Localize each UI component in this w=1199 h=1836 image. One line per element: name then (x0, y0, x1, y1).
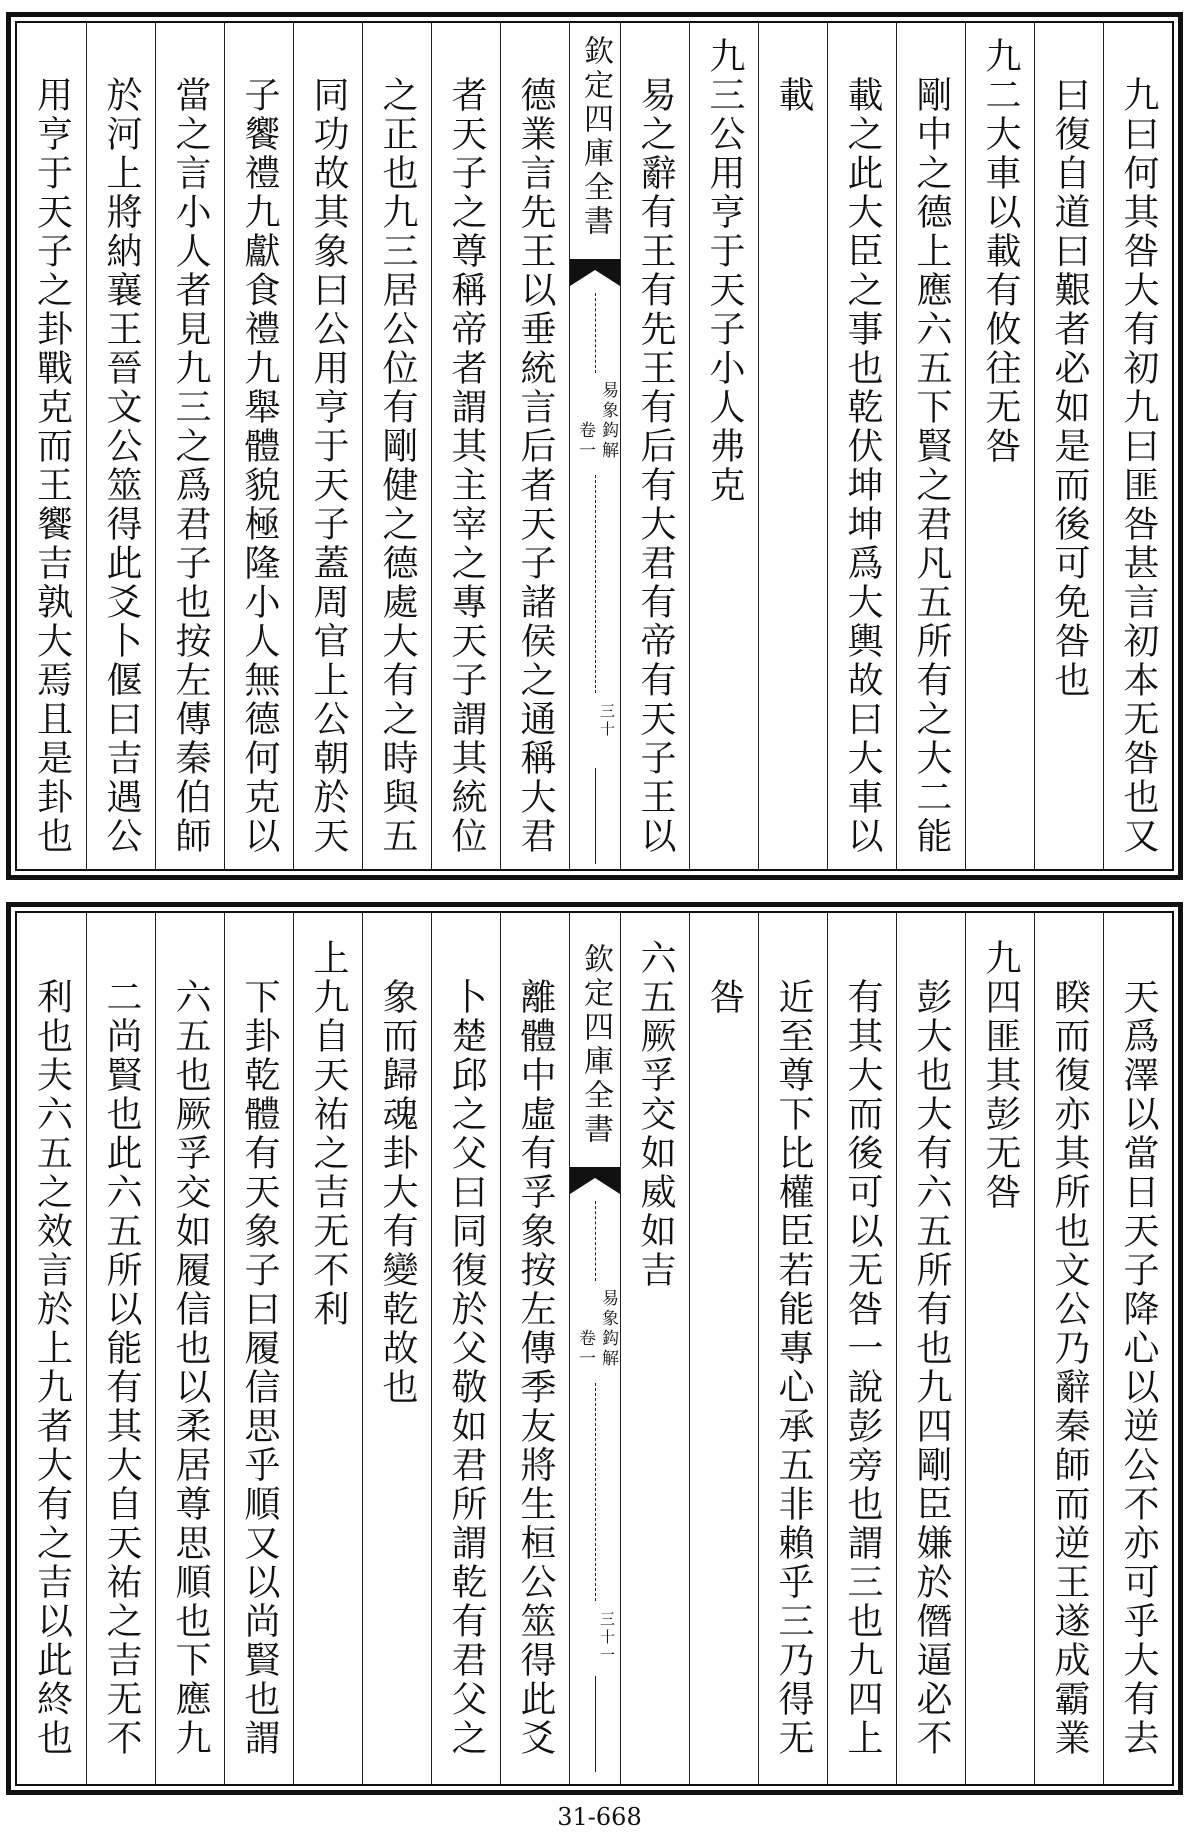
text-column (1103, 23, 1172, 869)
column-text: 彭大也大有六五所有也九四剛臣嫌於僭逼必不 (911, 978, 952, 1758)
column-text: 下卦乾體有天象子曰履信思乎順又以尚賢也謂 (239, 978, 280, 1758)
text-column (362, 23, 431, 869)
column-text: 利也夫六五之效言於上九者大有之吉以此終也 (31, 978, 73, 1758)
column-text: 離體中虛有孚象按左傳季友將生桓公筮得此爻 (515, 978, 556, 1758)
text-column (500, 23, 569, 869)
text-column (758, 23, 827, 869)
column-text: 子饗禮九獻食禮九舉體貌極隆小人無德何克以 (239, 76, 280, 856)
column-text: 天爲澤以當日天子降心以逆公不亦可乎大有去 (1118, 978, 1159, 1758)
center-rule (595, 1676, 596, 1772)
dashed-rule (595, 293, 596, 373)
text-column (1103, 913, 1172, 1784)
column-text: 德業言先王以垂統言后者天子諸侯之通稱大君 (515, 76, 556, 856)
column-text: 有其大而後可以无咎一說彭旁也謂三也九四上 (842, 978, 883, 1758)
text-column (965, 23, 1034, 869)
dashed-rule (595, 475, 596, 693)
column-text: 當之言小人者見九三之爲君子也按左傳秦伯師 (170, 76, 211, 856)
text-column (86, 23, 155, 869)
work-title: 易象鈎解 (598, 381, 618, 461)
column-text: 六五也厥孚交如履信也以柔居尊思順也下應九 (170, 978, 211, 1758)
column-text: 象而歸魂卦大有變乾故也 (377, 978, 418, 1407)
text-column (431, 23, 500, 869)
half-page-bottom (6, 902, 1183, 1795)
dashed-rule (595, 1383, 596, 1601)
text-column (224, 23, 293, 869)
text-column (896, 913, 965, 1784)
text-column (1034, 913, 1103, 1784)
column-text: 用亨于天子之卦戰克而王饗吉孰大焉且是卦也 (31, 76, 73, 856)
column-text: 睽而復亦其所也文公乃辭秦師而逆王遂成霸業 (1049, 978, 1090, 1758)
dashed-rule (595, 1201, 596, 1281)
column-text: 九三公用亨于天子小人弗克 (704, 37, 745, 505)
text-column (827, 913, 896, 1784)
text-column (965, 913, 1034, 1784)
folio-number: 三十一 (598, 1611, 616, 1665)
book-title: 欽定四庫全書 (578, 943, 613, 1147)
volume-label: 卷一 (575, 421, 595, 461)
half-page-top (6, 12, 1183, 880)
text-column (896, 23, 965, 869)
column-text: 上九自天祐之吉无不利 (308, 939, 349, 1329)
text-column (620, 913, 689, 1784)
column-text: 之正也九三居公位有剛健之德處大有之時與五 (377, 76, 418, 856)
folio-number: 三十 (598, 703, 616, 739)
text-column (17, 913, 86, 1784)
column-text: 九四匪其彭无咎 (980, 939, 1021, 1212)
fishtail-mark (570, 259, 620, 287)
column-text: 近至尊下比權臣若能專心承五非賴乎三乃得无 (773, 978, 814, 1758)
column-grid (15, 21, 1174, 871)
text-column (827, 23, 896, 869)
text-column (293, 23, 362, 869)
center-column (569, 23, 620, 869)
column-text: 咎 (704, 978, 745, 1017)
column-text: 者天子之尊稱帝者謂其主宰之專天子謂其統位 (446, 76, 487, 856)
column-text: 曰復自道曰艱者必如是而後可免咎也 (1049, 76, 1090, 700)
column-text: 易之辭有王有先王有后有大君有帝有天子王以 (635, 76, 676, 856)
text-column (293, 913, 362, 1784)
column-grid (15, 911, 1174, 1786)
text-column (362, 913, 431, 1784)
column-text: 載 (773, 76, 814, 115)
column-text: 剛中之德上應六五下賢之君凡五所有之大二能 (911, 76, 952, 856)
text-column (155, 23, 224, 869)
text-column (689, 913, 758, 1784)
work-title: 易象鈎解 (598, 1289, 618, 1369)
book-title: 欽定四庫全書 (578, 35, 613, 239)
column-text: 二尚賢也此六五所以能有其大自天祐之吉无不 (101, 978, 142, 1758)
center-rule (595, 768, 596, 864)
text-column (86, 913, 155, 1784)
text-column (17, 23, 86, 869)
column-text: 同功故其象曰公用亨于天子蓋周官上公朝於天 (308, 76, 349, 856)
page-code: 31-668 (557, 1803, 642, 1831)
column-text: 六五厥孚交如威如吉 (635, 939, 676, 1290)
text-column (431, 913, 500, 1784)
text-column (155, 913, 224, 1784)
column-text: 卜楚邱之父曰同復於父敬如君所謂乾有君父之 (446, 978, 487, 1758)
text-column (620, 23, 689, 869)
text-column (1034, 23, 1103, 869)
fishtail-mark (570, 1167, 620, 1195)
text-column (500, 913, 569, 1784)
center-column (569, 913, 620, 1784)
text-column (689, 23, 758, 869)
column-text: 載之此大臣之事也乾伏坤坤爲大輿故曰大車以 (842, 76, 883, 856)
text-column (758, 913, 827, 1784)
volume-label: 卷一 (575, 1329, 595, 1369)
text-column (224, 913, 293, 1784)
column-text: 九曰何其咎大有初九曰匪咎甚言初本无咎也又 (1118, 76, 1159, 856)
column-text: 九二大車以載有攸往无咎 (980, 37, 1021, 466)
column-text: 於河上將納襄王晉文公筮得此爻卜偃曰吉遇公 (101, 76, 142, 856)
